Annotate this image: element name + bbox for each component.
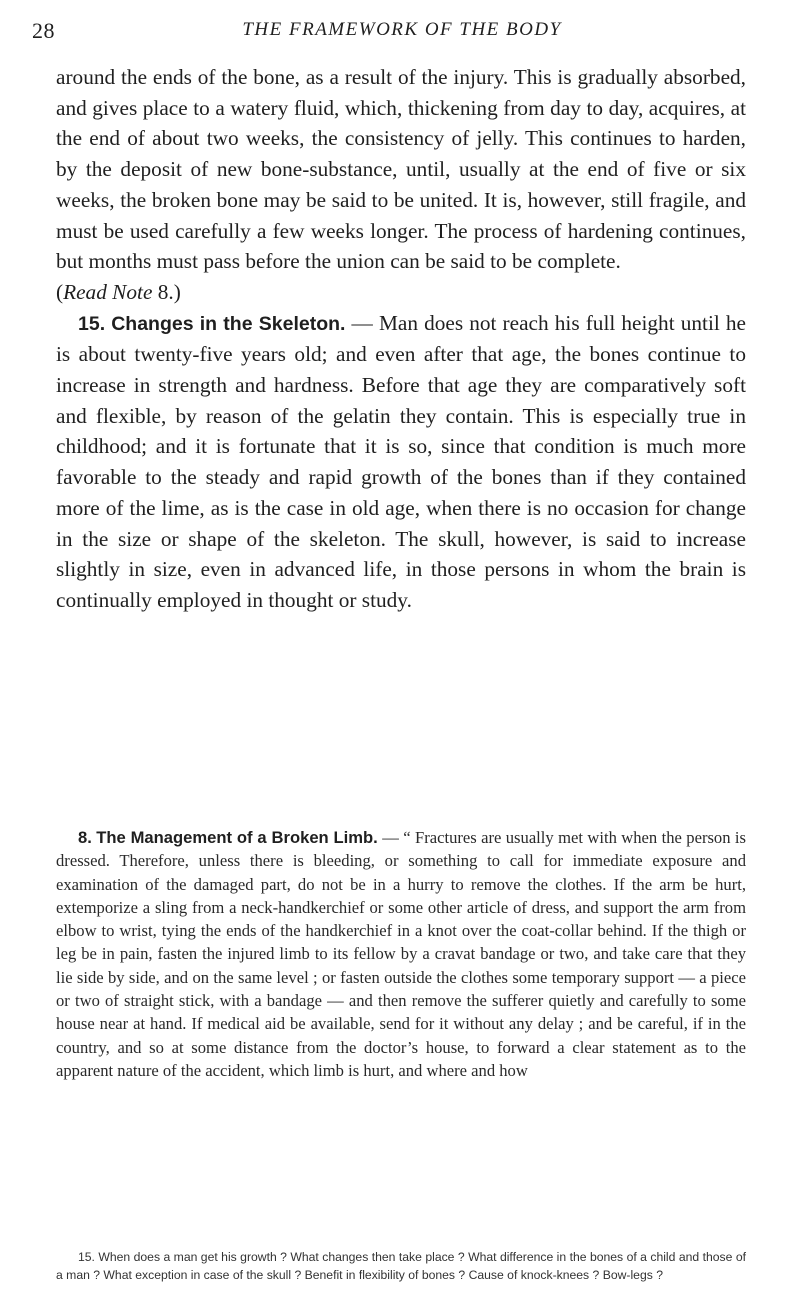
section-15-paragraph xyxy=(56,308,746,616)
running-title: THE FRAMEWORK OF THE BODY xyxy=(242,19,562,40)
running-head xyxy=(32,18,772,54)
footnote-block xyxy=(56,826,746,1082)
paragraph-continuation xyxy=(56,62,746,308)
section-dash: — xyxy=(345,310,379,335)
note-paragraph xyxy=(56,826,746,1082)
main-text xyxy=(56,62,746,616)
note-reference: (Read Note 8.) xyxy=(56,279,181,304)
note-body-text: “ Fractures are usually met with when the person is dressed. Therefore, unless there is bleeding, or something to call for immediate exposure and examination of the damaged part, do not be in a hurry to remove the clothes. If the arm be hurt, extemporize a sling from a neck-handkerchief or some other article of dress, and support the arm from elbow to wrist, tying the ends of the handkerchief in a knot over the coat-collar behind. If the thigh or leg be in pain, fasten the injured limb to its fellow by a cravat bandage or two, and take care that they lie side by side, and on the same level ; or fasten outside the clothes some temporary support — a piece or two of straight stick, with a bandage — and then remove the sufferer quietly and carefully to some house near at hand. If medical aid be available, send for it without any delay ; and be careful, if in the country, and so at some distance from the doctor’s house, to forward a clear statement as to the apparent nature of the accident, which limb is hurt, and where and how xyxy=(56,828,746,1080)
note-heading: The Management of a Broken Limb. xyxy=(96,828,378,847)
questions-text: 15. When does a man get his growth ? What changes then take place ? What difference in the bones of a child and those of a man ? What exception in case of the skull ? Benefit in flexibility of bones ? Cause of knock-knees ? Bow-legs ? xyxy=(56,1250,746,1282)
note-reference-number: 8. xyxy=(157,279,174,304)
review-questions xyxy=(56,1248,746,1284)
note-reference-label: Read Note xyxy=(63,279,153,304)
section-number: 15. xyxy=(78,312,106,335)
page-number: 28 xyxy=(32,18,55,43)
section-heading: Changes in the Skeleton. xyxy=(111,312,346,335)
paragraph-1-text: around the ends of the bone, as a result of the injury. This is gradually absorbed, and gives place to a watery fluid, which, thickening from day to day, acquires, at the end of about two weeks, the consistency of jelly. This continues to harden, by the deposit of new bone-substance, until, usually at the end of five or six weeks, the broken bone may be said to be united. It is, however, still fragile, and must be used carefully a few weeks longer. The process of hardening continues, but months must pass before the union can be said to be complete. xyxy=(56,65,746,274)
paragraph-2-text: Man does not reach his full height until he is about twenty-five years old; and even after that age, the bones continue to increase in strength and hardness. Before that age they are comparatively soft and flexible, by reason of the gelatin they contain. This is especially true in childhood; and it is fortunate that it is so, since that condition is much more favorable to the steady and rapid growth of the bones than if they contained more of the lime, as is the case in old age, when there is no occasion for change in the size or shape of the skeleton. The skull, however, is said to increase slightly in size, even in advanced life, in those persons in whom the brain is continually employed in thought or study. xyxy=(56,310,746,612)
note-number: 8. xyxy=(78,828,92,847)
note-dash: — xyxy=(377,828,404,847)
